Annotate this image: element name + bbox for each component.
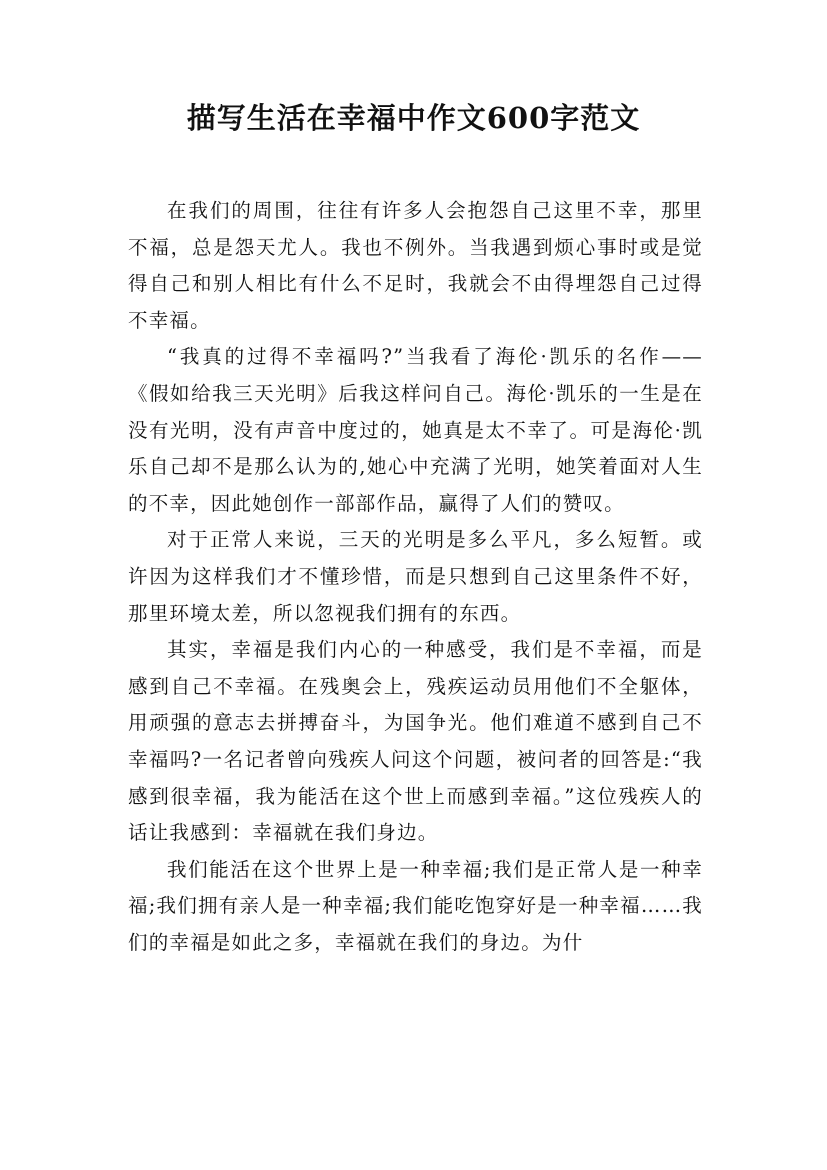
paragraph-3: 对于正常人来说，三天的光明是多么平凡，多么短暂。或许因为这样我们才不懂珍惜，而是只想到自己这里条件不好，那里环境太差，所以忽视我们拥有的东西。	[128, 528, 703, 625]
paragraph-1: 在我们的周围，往往有许多人会抱怨自己这里不幸，那里不福，总是怨天尤人。我也不例外。当我遇到烦心事时或是觉得自己和别人相比有什么不足时，我就会不由得埋怨自己过得不幸福。	[128, 199, 703, 332]
paragraph-4: 其实，幸福是我们内心的一种感受，我们是不幸福，而是感到自己不幸福。在残奥会上，残疾运动员用他们不全躯体，用顽强的意志去拼搏奋斗，为国争光。他们难道不感到自己不幸福吗?一名记者曾向残疾人问这个问题，被问者的回答是:“我感到很幸福，我为能活在这个世上而感到幸福。”这位残疾人的话让我感到：幸福就在我们身边。	[128, 638, 703, 845]
paragraph-5: 我们能活在这个世界上是一种幸福;我们是正常人是一种幸福;我们拥有亲人是一种幸福;我们能吃饱穿好是一种幸福……我们的幸福是如此之多，幸福就在我们的身边。为什	[128, 857, 703, 954]
paragraph-2: “我真的过得不幸福吗?”当我看了海伦·凯乐的名作——《假如给我三天光明》后我这样问自己。海伦·凯乐的一生是在没有光明，没有声音中度过的，她真是太不幸了。可是海伦·凯乐自己却不是那么认为的,她心中充满了光明，她笑着面对人生的不幸，因此她创作一部部作品，赢得了人们的赞叹。	[128, 345, 703, 515]
document-body	[128, 193, 703, 961]
document-title: 描写生活在幸福中作文600字范文	[186, 101, 641, 135]
